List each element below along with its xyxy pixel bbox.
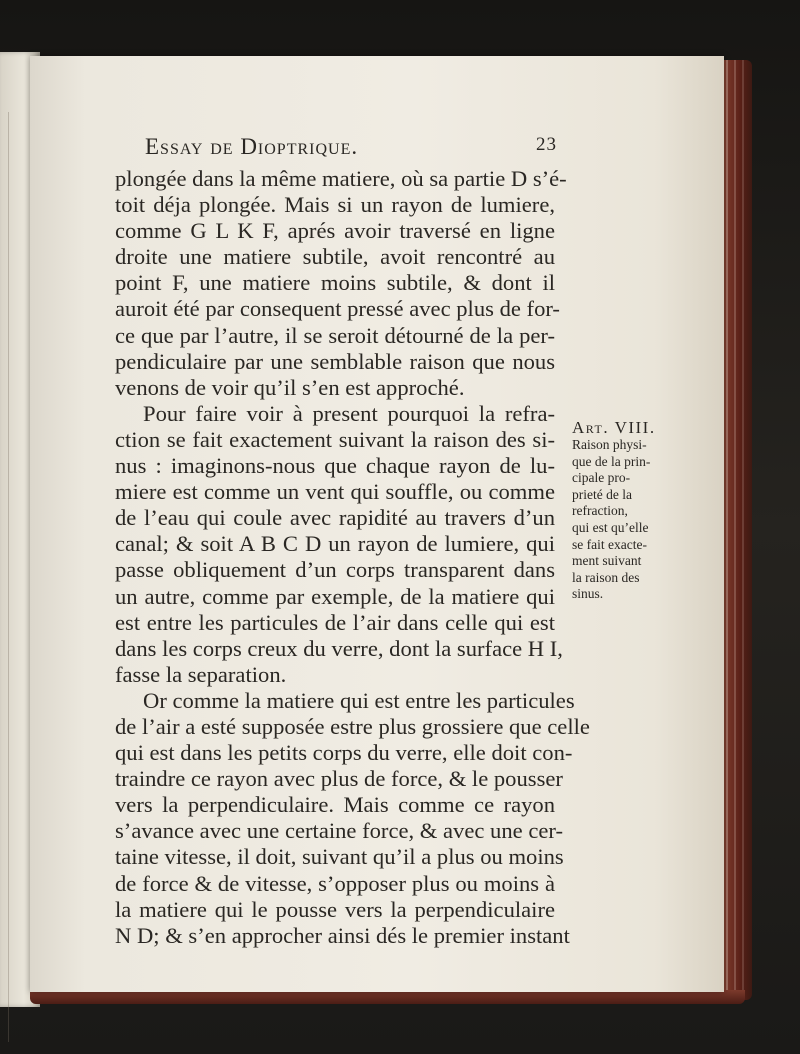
text-line: de l’eau qui coule avec rapidité au travers d’un <box>115 505 555 531</box>
text-line: comme G L K F, aprés avoir traversé en ligne <box>115 218 555 244</box>
text-line: nus : imaginons-nous que chaque rayon de lu- <box>115 453 555 479</box>
text-line: de force & de vitesse, s’opposer plus ou moins à <box>115 870 555 896</box>
margin-note-line: se fait exacte- <box>572 536 647 552</box>
text-line: droite une matiere subtile, avoit rencontré au <box>115 244 555 270</box>
text-line: la matiere qui le pousse vers la perpendiculaire <box>115 896 555 922</box>
text-line: Or comme la matiere qui est entre les particules <box>143 687 575 713</box>
edge-stripe <box>742 60 744 1000</box>
margin-note-line: refraction, <box>572 503 628 519</box>
text-line: ce que par l’autre, il se seroit détourné de la per- <box>115 322 555 348</box>
margin-note-heading: Art. VIII. <box>572 418 656 437</box>
running-title: Essay de Dioptrique. <box>145 134 359 159</box>
page-edge-line <box>8 112 9 1042</box>
text-line: toit déja plongée. Mais si un rayon de lumiere, <box>115 192 555 218</box>
text-line: qui est dans les petits corps du verre, elle doit con- <box>115 740 573 766</box>
margin-note-line: prieté de la <box>572 486 632 502</box>
margin-note-line: que de la prin- <box>572 453 651 469</box>
text-line: auroit été par consequent pressé avec plus de for- <box>115 296 560 322</box>
book-page <box>30 56 724 992</box>
margin-note-line: qui est qu’elle <box>572 519 649 535</box>
text-line: pendiculaire par une semblable raison que nous <box>115 348 555 374</box>
body-text <box>115 166 590 949</box>
page-number: 23 <box>536 134 557 155</box>
text-line: de l’air a esté supposée estre plus grossiere que celle <box>115 713 590 739</box>
text-line: traindre ce rayon avec plus de force, & le pousser <box>115 766 563 792</box>
text-line: s’avance avec une certaine force, & avec une cer- <box>115 818 563 844</box>
margin-note-line: sinus. <box>572 586 604 602</box>
text-line: plongée dans la même matiere, où sa partie D s’é- <box>115 166 567 191</box>
text-line: N D; & s’en approcher ainsi dés le premier instant <box>115 922 570 948</box>
text-line: venons de voir qu’il s’en est approché. <box>115 374 465 400</box>
main-text-block <box>115 134 590 949</box>
text-line: ction se fait exactement suivant la raison des si- <box>115 426 555 452</box>
margin-note-body <box>572 437 692 603</box>
text-line: dans les corps creux du verre, dont la surface H I, <box>115 635 563 661</box>
text-line: Pour faire voir à present pourquoi la refra- <box>143 400 555 426</box>
book-bottom-edge <box>30 990 745 1004</box>
running-header <box>115 134 555 166</box>
margin-note-line: ment suivant <box>572 553 642 569</box>
text-line: taine vitesse, il doit, suivant qu’il a plus ou moins <box>115 844 564 870</box>
margin-note-line: la raison des <box>572 569 640 585</box>
margin-note-line: Raison physi- <box>572 437 647 452</box>
text-line: miere est comme un vent qui souffle, ou comme <box>115 479 555 505</box>
edge-stripe <box>734 60 736 1000</box>
text-line: passe obliquement d’un corps transparent dans <box>115 557 555 583</box>
margin-note <box>572 419 692 603</box>
text-line: canal; & soit A B C D un rayon de lumiere, qui <box>115 531 555 557</box>
margin-note-line: cipale pro- <box>572 470 631 486</box>
text-line: fasse la separation. <box>115 661 287 687</box>
text-line: point F, une matiere moins subtile, & dont il <box>115 270 555 296</box>
text-line: vers la perpendiculaire. Mais comme ce rayon <box>115 792 555 818</box>
text-line: est entre les particules de l’air dans celle qui est <box>115 609 555 635</box>
text-line: un autre, comme par exemple, de la matiere qui <box>115 583 555 609</box>
edge-stripe <box>726 60 728 1000</box>
